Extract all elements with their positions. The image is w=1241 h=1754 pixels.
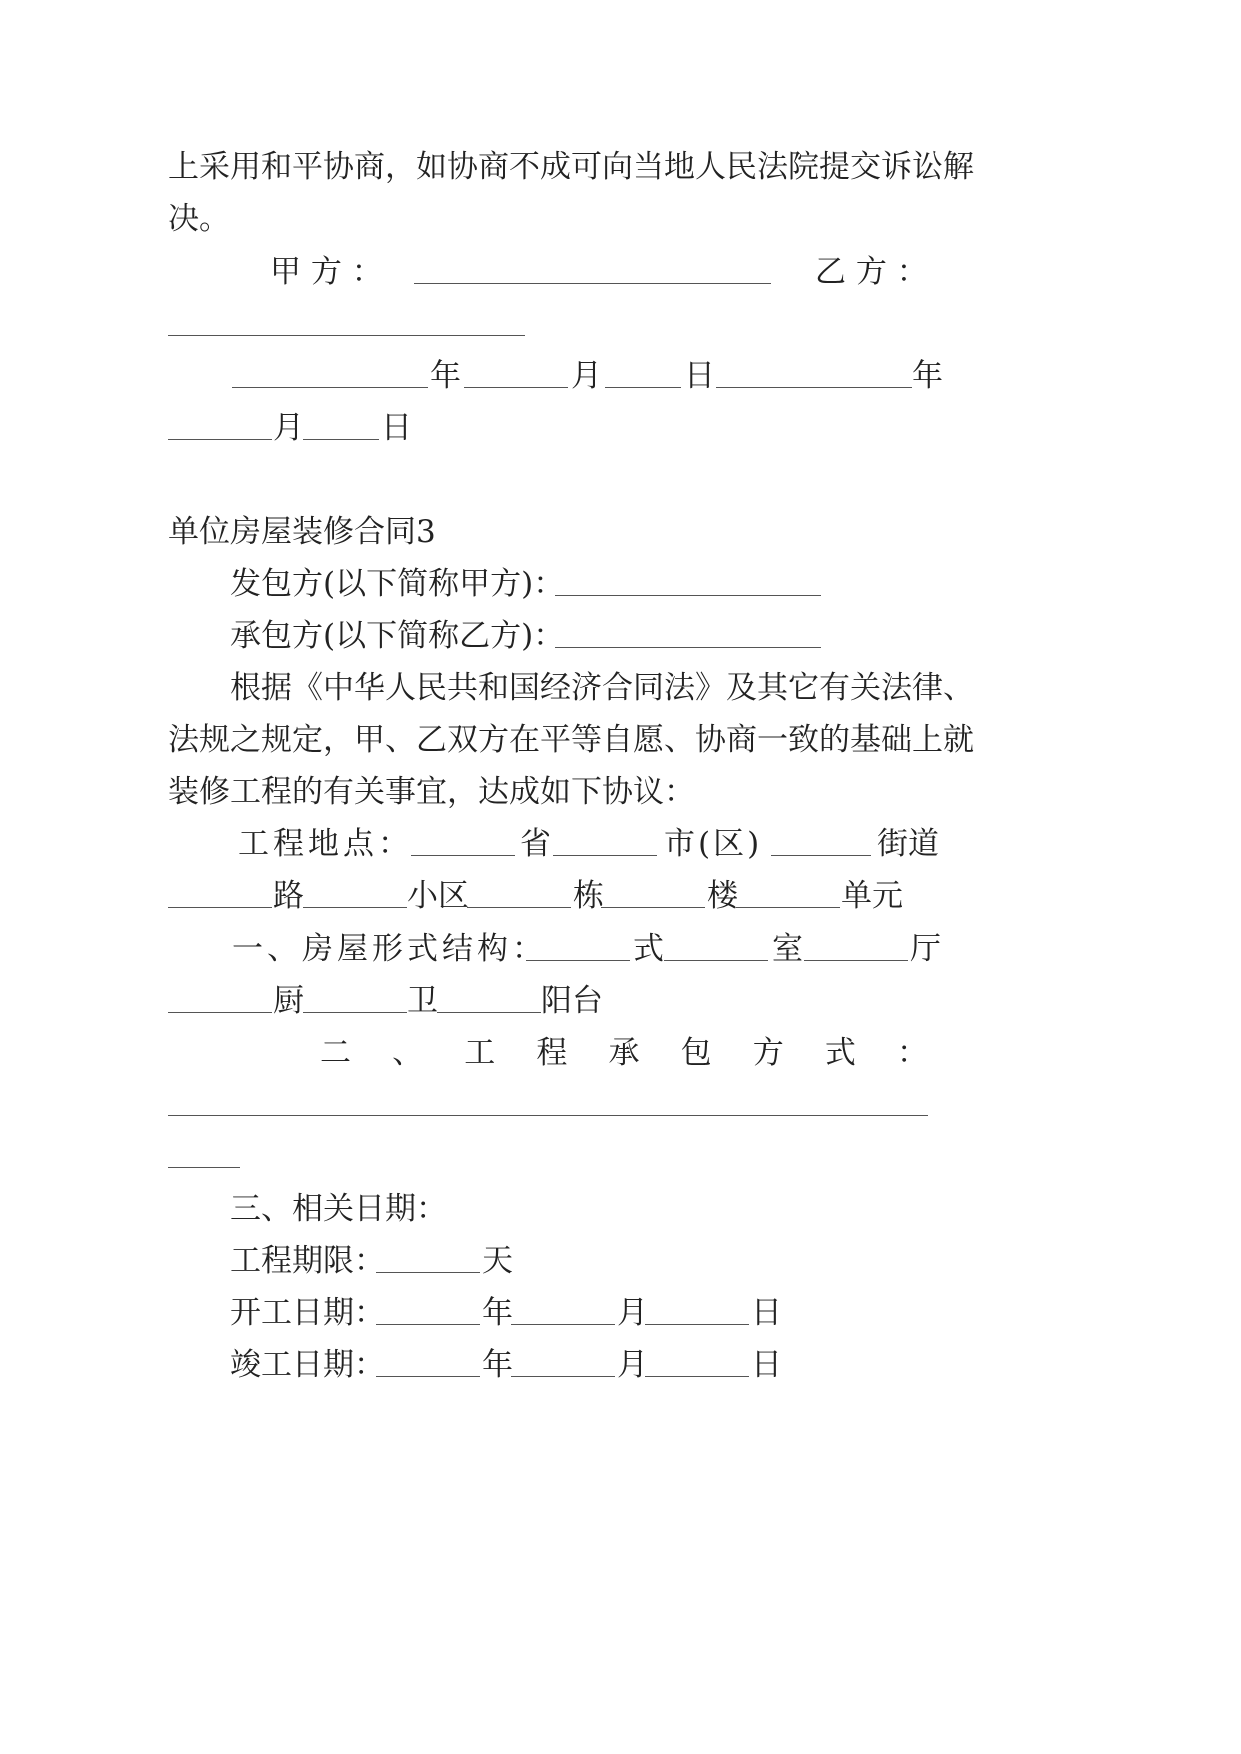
style-label: 式 xyxy=(633,931,664,967)
road-label: 路 xyxy=(273,878,304,914)
blank xyxy=(526,960,630,961)
contract-mode-label xyxy=(320,1033,928,1073)
contractee-label: 承包方(以下简称乙方)： xyxy=(230,618,565,654)
contract-mode-blank xyxy=(168,1167,240,1168)
date-blank xyxy=(716,387,912,388)
blank xyxy=(601,907,705,908)
day-label: 日 xyxy=(751,1295,782,1331)
day-label: 日 xyxy=(381,410,412,446)
month-label: 月 xyxy=(571,358,602,394)
blank xyxy=(467,907,571,908)
blank xyxy=(168,907,272,908)
blank xyxy=(645,1376,749,1377)
blank xyxy=(804,960,908,961)
bath-label: 卫 xyxy=(407,983,438,1019)
blank xyxy=(168,1012,272,1013)
date-blank xyxy=(232,387,428,388)
text-line: 决。 xyxy=(168,201,230,237)
end-label: 竣工日期： xyxy=(230,1347,385,1383)
blank xyxy=(736,907,840,908)
month-label: 月 xyxy=(273,410,304,446)
char: 工 xyxy=(464,1035,496,1071)
year-label: 年 xyxy=(482,1295,513,1331)
province-label: 省 xyxy=(520,826,551,862)
blank xyxy=(645,1324,749,1325)
site-label: 工程地点： xyxy=(238,826,413,862)
balcony-label: 阳台 xyxy=(541,983,603,1019)
blank xyxy=(411,855,515,856)
blank xyxy=(511,1376,615,1377)
contractor-label: 发包方(以下简称甲方)： xyxy=(230,566,565,602)
date-blank xyxy=(464,387,568,388)
text-line: 装修工程的有关事宜，达成如下协议： xyxy=(168,774,695,810)
section-title: 单位房屋装修合同3 xyxy=(168,514,436,550)
period-label: 工程期限： xyxy=(230,1243,385,1279)
party-a-label: 甲 方 ： xyxy=(270,254,383,290)
blank xyxy=(664,960,768,961)
text-line: 根据《中华人民共和国经济合同法》及其它有关法律、 xyxy=(230,670,974,706)
char: 式 xyxy=(824,1035,856,1071)
char: 二 xyxy=(320,1035,351,1071)
party-a-blank xyxy=(414,283,771,284)
month-label: 月 xyxy=(617,1347,648,1383)
hall-label: 厅 xyxy=(910,931,941,967)
blank xyxy=(553,855,657,856)
text-line: 上采用和平协商，如协商不成可向当地人民法院提交诉讼解 xyxy=(168,149,974,185)
days-label: 天 xyxy=(482,1243,513,1279)
blank xyxy=(303,1012,407,1013)
blank xyxy=(437,1012,541,1013)
kitchen-label: 厨 xyxy=(273,983,304,1019)
dates-label: 三、相关日期： xyxy=(230,1191,447,1227)
year-label: 年 xyxy=(430,358,461,394)
char: 方 xyxy=(752,1035,784,1071)
date-blank xyxy=(168,439,272,440)
char: 、 xyxy=(392,1035,424,1071)
blank xyxy=(303,907,407,908)
blank xyxy=(511,1324,615,1325)
start-label: 开工日期： xyxy=(230,1295,385,1331)
city-label: 市(区) xyxy=(664,826,763,862)
street-label: 街道 xyxy=(877,826,939,862)
floor-label: 楼 xyxy=(707,878,738,914)
text-line: 法规之规定，甲、乙双方在平等自愿、协商一致的基础上就 xyxy=(168,722,974,758)
contractee-blank xyxy=(555,647,821,648)
char: ： xyxy=(897,1035,928,1071)
party-b-label: 乙 方 ： xyxy=(815,254,928,290)
party-b-blank xyxy=(168,335,525,336)
structure-label: 一、房屋形式结构： xyxy=(232,931,547,967)
blank xyxy=(376,1324,480,1325)
blank xyxy=(376,1376,480,1377)
year-label: 年 xyxy=(912,358,943,394)
year-label: 年 xyxy=(482,1347,513,1383)
day-label: 日 xyxy=(751,1347,782,1383)
community-label: 小区 xyxy=(407,878,469,914)
char: 包 xyxy=(680,1035,712,1071)
char: 程 xyxy=(536,1035,568,1071)
contractor-blank xyxy=(555,595,821,596)
blank xyxy=(771,855,871,856)
month-label: 月 xyxy=(617,1295,648,1331)
date-blank xyxy=(303,439,379,440)
room-label: 室 xyxy=(772,931,803,967)
building-label: 栋 xyxy=(573,878,604,914)
day-label: 日 xyxy=(684,358,715,394)
date-blank xyxy=(605,387,681,388)
blank xyxy=(376,1272,480,1273)
char: 承 xyxy=(608,1035,640,1071)
contract-mode-blank xyxy=(168,1115,928,1116)
unit-label: 单元 xyxy=(841,878,903,914)
